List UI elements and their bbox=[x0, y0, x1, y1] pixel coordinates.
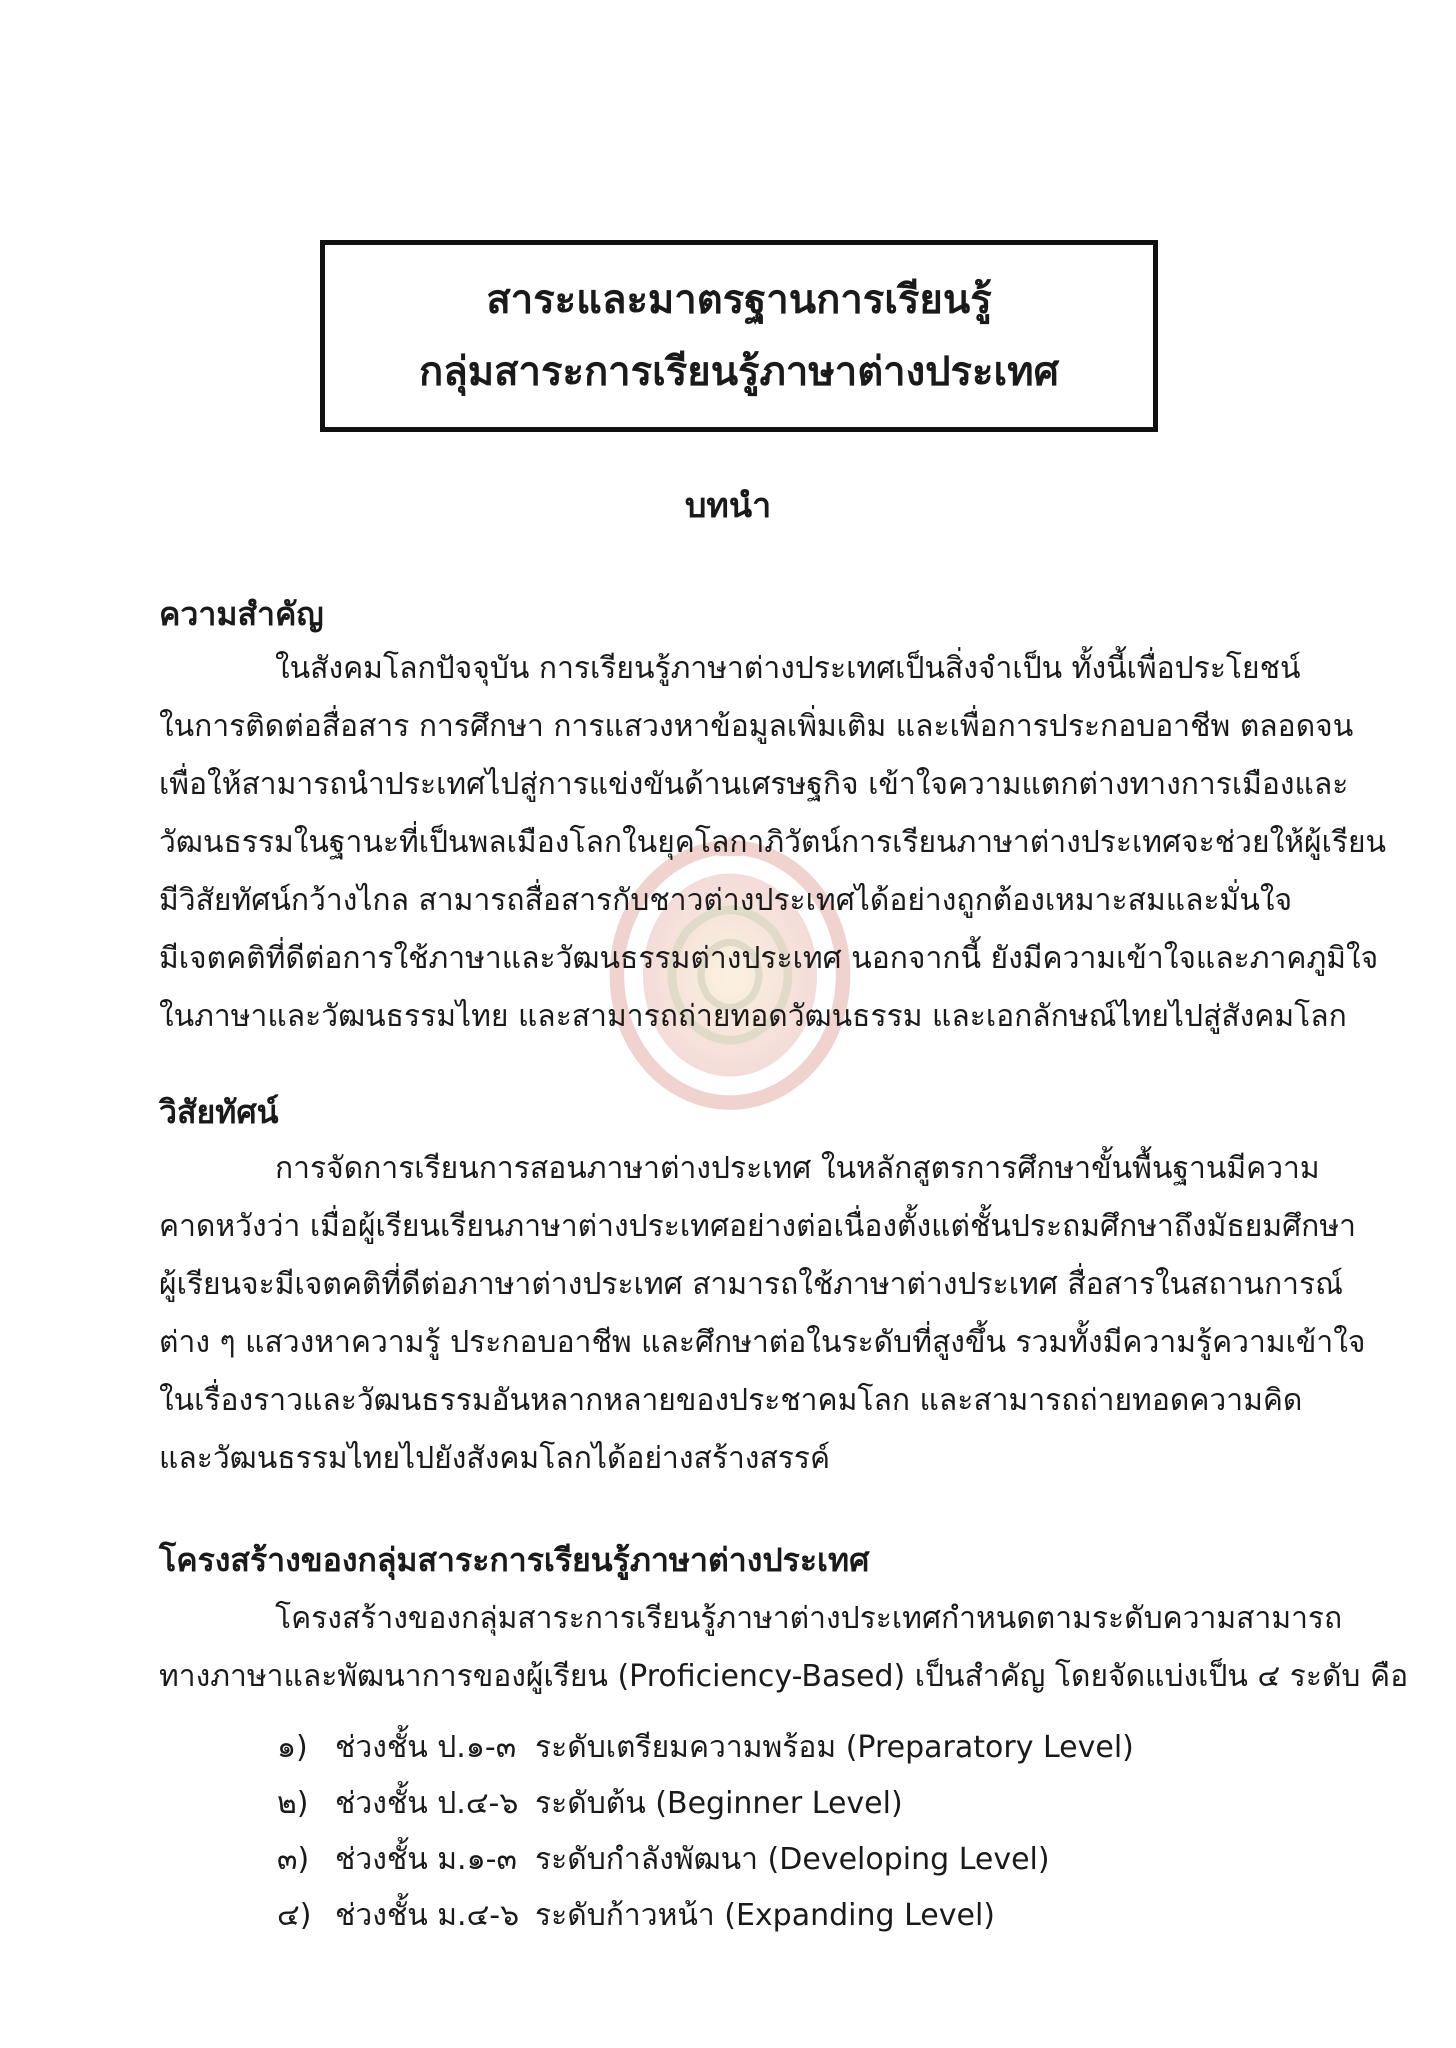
level-description: ระดับก้าวหน้า (Expanding Level) bbox=[535, 1898, 995, 1933]
intro-heading: บทนำ bbox=[684, 486, 772, 526]
importance-line: ในภาษาและวัฒนธรรมไทย และสามารถถ่ายทอดวัฒนธรรม และเอกลักษณ์ไทยไปสู่สังคมโลก bbox=[159, 999, 1347, 1034]
title-line-1: สาระและมาตรฐานการเรียนรู้ bbox=[486, 277, 992, 323]
vision-line: คาดหวังว่า เมื่อผู้เรียนเรียนภาษาต่างประเทศอย่างต่อเนื่องตั้งแต่ชั้นประถมศึกษาถึงมัธยมศึกษา bbox=[159, 1209, 1356, 1244]
level-grade: ช่วงชั้น ป.๑-๓ bbox=[335, 1730, 517, 1765]
importance-line: วัฒนธรรมในฐานะที่เป็นพลเมืองโลกในยุคโลกาภิวัตน์การเรียนภาษาต่างประเทศจะช่วยให้ผู้เรียน bbox=[159, 825, 1387, 860]
level-number: ๔) bbox=[277, 1898, 312, 1933]
level-grade: ช่วงชั้น ม.๔-๖ bbox=[335, 1898, 520, 1933]
importance-line: มีเจตคติที่ดีต่อการใช้ภาษาและวัฒนธรรมต่างประเทศ นอกจากนี้ ยังมีความเข้าใจและภาคภูมิใจ bbox=[159, 941, 1379, 976]
vision-heading: วิสัยทัศน์ bbox=[159, 1093, 279, 1131]
level-grade: ช่วงชั้น ป.๔-๖ bbox=[335, 1786, 519, 1821]
level-description: ระดับเตรียมความพร้อม (Preparatory Level) bbox=[535, 1730, 1134, 1765]
list-item bbox=[277, 1776, 1134, 1832]
importance-line: ในการติดต่อสื่อสาร การศึกษา การแสวงหาข้อมูลเพิ่มเติม และเพื่อการประกอบอาชีพ ตลอดจน bbox=[159, 709, 1354, 744]
list-item bbox=[277, 1888, 1134, 1944]
title-box bbox=[320, 240, 1158, 432]
structure-line: ทางภาษาและพัฒนาการของผู้เรียน (Proficiency-Based) เป็นสำคัญ โดยจัดแบ่งเป็น ๔ ระดับ คือ bbox=[159, 1659, 1409, 1694]
levels-list bbox=[277, 1720, 1134, 1944]
importance-paragraph bbox=[159, 640, 1386, 1046]
level-number: ๒) bbox=[277, 1786, 309, 1821]
importance-line: มีวิสัยทัศน์กว้างไกล สามารถสื่อสารกับชาวต่างประเทศได้อย่างถูกต้องเหมาะสมและมั่นใจ bbox=[159, 883, 1293, 918]
structure-line: โครงสร้างของกลุ่มสาระการเรียนรู้ภาษาต่างประเทศกำหนดตามระดับความสามารถ bbox=[275, 1601, 1343, 1636]
importance-line: ในสังคมโลกปัจจุบัน การเรียนรู้ภาษาต่างประเทศเป็นสิ่งจำเป็น ทั้งนี้เพื่อประโยชน์ bbox=[275, 651, 1301, 686]
vision-line: ต่าง ๆ แสวงหาความรู้ ประกอบอาชีพ และศึกษาต่อในระดับที่สูงขึ้น รวมทั้งมีความรู้ความเข้าใจ bbox=[159, 1325, 1366, 1360]
level-number: ๓) bbox=[277, 1842, 310, 1877]
vision-line: และวัฒนธรรมไทยไปยังสังคมโลกได้อย่างสร้างสรรค์ bbox=[159, 1441, 831, 1476]
list-item bbox=[277, 1720, 1134, 1776]
level-description: ระดับกำลังพัฒนา (Developing Level) bbox=[535, 1842, 1050, 1877]
title-line-2: กลุ่มสาระการเรียนรู้ภาษาต่างประเทศ bbox=[419, 349, 1059, 395]
importance-heading: ความสำคัญ bbox=[159, 595, 324, 633]
vision-line: ในเรื่องราวและวัฒนธรรมอันหลากหลายของประชาคมโลก และสามารถถ่ายทอดความคิด bbox=[159, 1383, 1303, 1418]
vision-line: การจัดการเรียนการสอนภาษาต่างประเทศ ในหลักสูตรการศึกษาขั้นพื้นฐานมีความ bbox=[275, 1151, 1320, 1186]
structure-paragraph bbox=[159, 1590, 1408, 1706]
vision-line: ผู้เรียนจะมีเจตคติที่ดีต่อภาษาต่างประเทศ สามารถใช้ภาษาต่างประเทศ สื่อสารในสถานการณ์ bbox=[159, 1267, 1343, 1302]
level-grade: ช่วงชั้น ม.๑-๓ bbox=[335, 1842, 517, 1877]
list-item bbox=[277, 1832, 1134, 1888]
structure-heading: โครงสร้างของกลุ่มสาระการเรียนรู้ภาษาต่างประเทศ bbox=[159, 1541, 870, 1579]
importance-line: เพื่อให้สามารถนำประเทศไปสู่การแข่งขันด้านเศรษฐกิจ เข้าใจความแตกต่างทางการเมืองและ bbox=[159, 767, 1349, 802]
level-number: ๑) bbox=[277, 1730, 308, 1765]
level-description: ระดับต้น (Beginner Level) bbox=[535, 1786, 903, 1821]
vision-paragraph bbox=[159, 1140, 1365, 1488]
